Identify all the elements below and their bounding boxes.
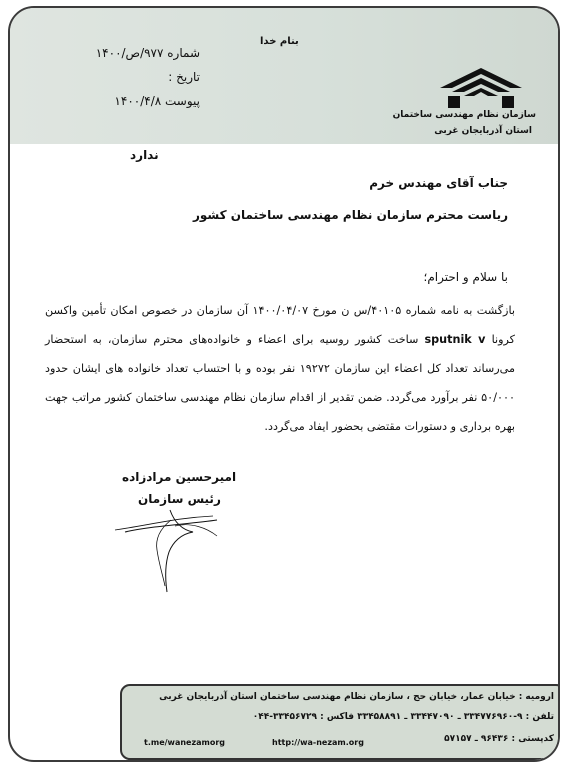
vaccine-name: sputnik v: [424, 333, 486, 346]
footer-address: ارومیه : خیابان عمار، خیابان حج ، سازمان نظام مهندسی ساختمان استان آذربایجان غربی: [159, 692, 554, 702]
signatory-name: امیرحسین مرادزاده: [122, 470, 237, 484]
org-province: استان آذربایجان غربی: [434, 126, 532, 136]
letter-body: [45, 296, 515, 441]
letter-page: [8, 6, 560, 762]
footer-phones: تلفن : ۹-۳۳۴۷۷۶۹۶۰ ـ ۳۳۴۴۷۰۹۰ ـ ۳۳۴۵۸۸۹۱ فاکس : ۳۳۴۵۶۷۲۹-۰۴۴: [252, 712, 554, 722]
body-text-2: ساخت کشور روسیه برای اعضاء و خانواده‌های محترم سازمان، به استحضار می‌رساند تعداد کل اعضاء این سازمان ۱۹۲۷۲ نفر بوده و با احتساب تعداد خانواده های ایشان حدود ۵۰/۰۰۰ نفر برآورد می‌گردد. ضمن تقدیر از اقدام سازمان نظام مهندسی ساختمان کشور مراتب جهت بهره برداری و دستورات مقتضی بحضور ایفاد می‌گردد.: [45, 333, 515, 433]
footer-telegram[interactable]: t.me/wanezamorg: [144, 738, 226, 747]
footer-website[interactable]: http://wa-nezam.org: [272, 738, 364, 747]
organization-logo: [392, 66, 536, 146]
addressee-title: ریاست محترم سازمان نظام مهندسی ساختمان کشور: [192, 208, 508, 222]
org-name: سازمان نظام مهندسی ساختمان: [392, 110, 536, 120]
body-text-1: بازگشت به نامه شماره ۴۰۱۰۵/س ن مورخ ۱۴۰۰/۰۴/۰۷ آن سازمان در خصوص امکان تأمین واکسن کرونا: [45, 304, 515, 346]
letter-number: شماره ۹۷۷/ص/۱۴۰۰: [95, 46, 200, 60]
addressee: جناب آقای مهندس خرم: [369, 176, 508, 190]
footer-postal: کدپستی : ۹۶۴۳۶ ـ ۵۷۱۵۷: [444, 734, 554, 744]
logo-icon: [436, 66, 526, 110]
letter-attachment: پیوست ۱۴۰۰/۴/۸: [114, 94, 200, 108]
footer-box: [120, 684, 560, 760]
attachment-note: ندارد: [130, 148, 159, 162]
bismillah: بنام خدا: [260, 36, 299, 47]
signatory-title: رئیس سازمان: [138, 492, 221, 506]
greeting: با سلام و احترام؛: [423, 270, 508, 284]
letter-date: تاریخ :: [168, 70, 200, 84]
